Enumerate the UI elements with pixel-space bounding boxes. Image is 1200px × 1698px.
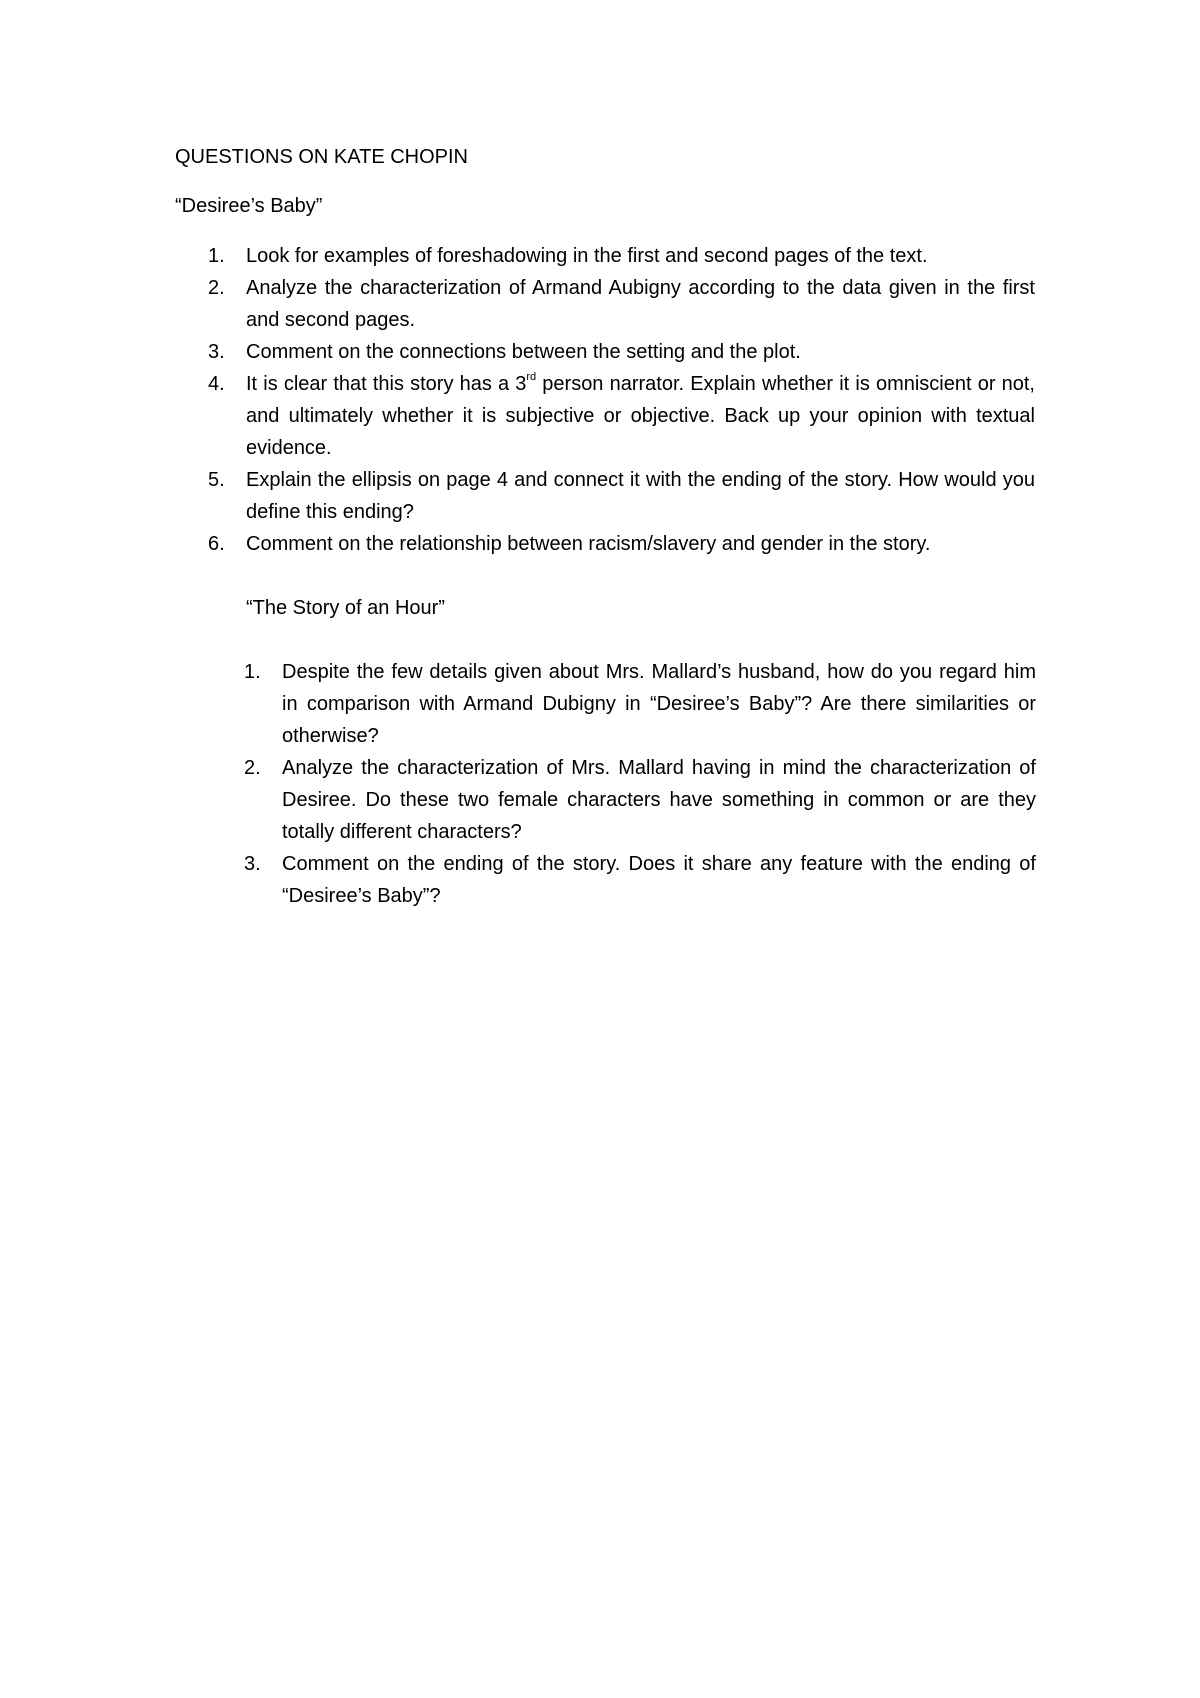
question-number: 3.	[208, 341, 225, 363]
section-title-story-of-an-hour: “The Story of an Hour”	[246, 597, 445, 619]
ordinal-superscript: rd	[526, 371, 537, 384]
question-item	[208, 336, 1035, 368]
question-item	[208, 528, 1035, 560]
section-title-desirees-baby: “Desiree’s Baby”	[175, 195, 323, 217]
question-text: Despite the few details given about Mrs. Mallard’s husband, how do you regard him in comparison with Armand Dubigny in “Desiree’s Baby”? Are there similarities or otherwise?	[282, 661, 1036, 747]
question-number: 6.	[208, 533, 225, 555]
question-list-story-of-an-hour	[244, 656, 1036, 912]
question-item	[244, 752, 1036, 848]
question-item	[208, 368, 1035, 464]
question-item	[208, 464, 1035, 528]
document-title: QUESTIONS ON KATE CHOPIN	[175, 146, 468, 168]
question-number: 4.	[208, 373, 225, 395]
question-text: Analyze the characterization of Armand Aubigny according to the data given in the first and second pages.	[246, 277, 1035, 331]
question-item	[244, 848, 1036, 912]
question-item	[244, 656, 1036, 752]
question-text: Comment on the relationship between racism/slavery and gender in the story.	[246, 533, 931, 555]
question-item	[208, 240, 1035, 272]
question-text-end: person narrator. Explain whether it is omniscient or not, and ultimately whether it is subjective or objective. Back up your opinion with textual evidence.	[246, 373, 1035, 459]
question-number: 2.	[244, 757, 261, 779]
question-text: Comment on the ending of the story. Does it share any feature with the ending of “Desiree’s Baby”?	[282, 853, 1036, 907]
question-list-desirees-baby	[208, 240, 1035, 560]
question-text: Look for examples of foreshadowing in the first and second pages of the text.	[246, 245, 928, 267]
question-text: Explain the ellipsis on page 4 and connect it with the ending of the story. How would you define this ending?	[246, 469, 1035, 523]
question-number: 1.	[244, 661, 261, 683]
question-text-start: It is clear that this story has a 3	[246, 373, 527, 395]
question-number: 2.	[208, 277, 225, 299]
question-text: Analyze the characterization of Mrs. Mallard having in mind the characterization of Desiree. Do these two female characters have something in common or are they totally different characters?	[282, 757, 1036, 843]
question-number: 3.	[244, 853, 261, 875]
question-number: 1.	[208, 245, 225, 267]
question-item	[208, 272, 1035, 336]
question-text: Comment on the connections between the setting and the plot.	[246, 341, 801, 363]
question-number: 5.	[208, 469, 225, 491]
